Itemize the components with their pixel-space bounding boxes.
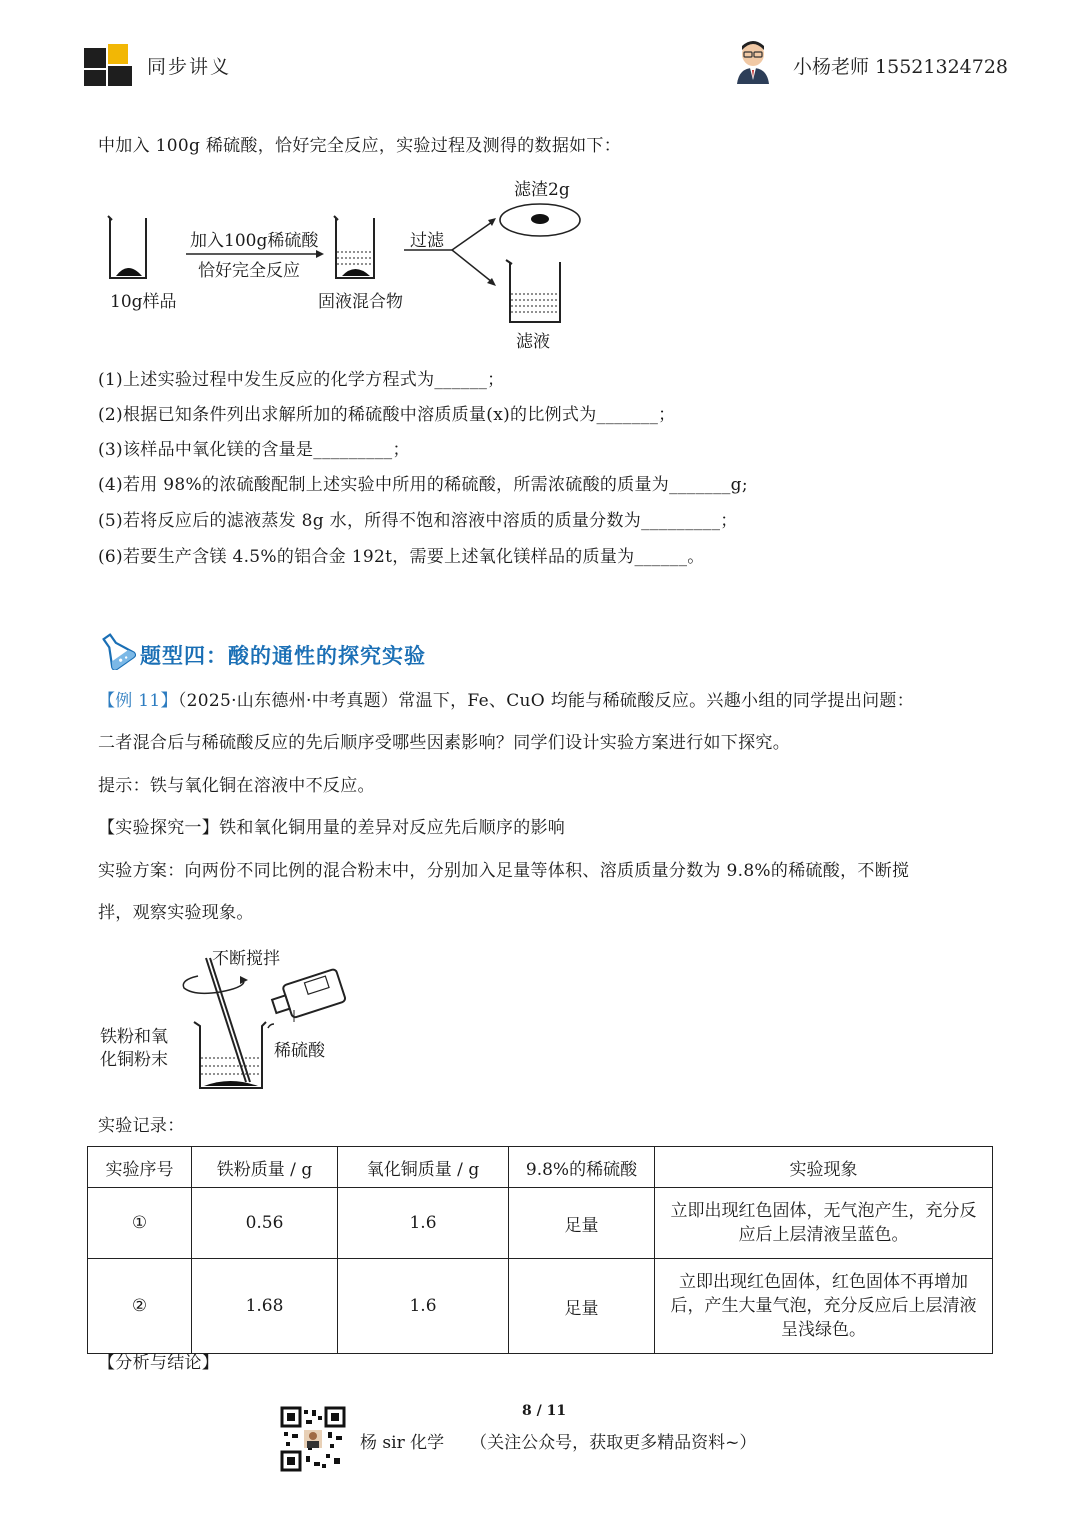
residue-dish-icon (500, 204, 580, 236)
page-number: 8 / 11 (522, 1403, 567, 1419)
table-header-cell: 氧化铜质量 / g (338, 1147, 509, 1188)
table-cell: 立即出现红色固体，红色固体不再增加后，产生大量气泡，充分反应后上层清液呈浅绿色。 (655, 1259, 993, 1354)
table-header-cell: 9.8%的稀硫酸 (509, 1147, 655, 1188)
example-label: 【例 11】 (98, 691, 178, 711)
footer-text (360, 1428, 756, 1453)
table-cell: 立即出现红色固体，无气泡产生，充分反应后上层清液呈蓝色。 (655, 1188, 993, 1259)
question-4: (4)若用 98%的浓硫酸配制上述实验中所用的稀硫酸，所需浓硫酸的质量为_______g; (98, 475, 748, 495)
table-header-cell: 实验现象 (655, 1147, 993, 1188)
example-line-2: 二者混合后与稀硫酸反应的先后顺序受哪些因素影响？同学们设计实验方案进行如下探究。 (98, 733, 790, 753)
acid-label: 稀硫酸 (274, 1041, 325, 1061)
table-row (88, 1188, 993, 1259)
question-6: (6)若要生产含镁 4.5%的铝合金 192t，需要上述氧化镁样品的质量为______。 (98, 547, 705, 567)
powder-label-2: 化铜粉末 (100, 1050, 168, 1070)
teacher-avatar-icon (733, 38, 773, 86)
step-bottom-label: 恰好完全反应 (198, 261, 300, 281)
filtrate-label: 滤液 (516, 332, 550, 352)
question-1: (1)上述实验过程中发生反应的化学方程式为______； (98, 370, 505, 390)
example-line-1-text: （2025·山东德州·中考真题）常温下，Fe、CuO 均能与稀硫酸反应。兴趣小组的同学提出问题： (177, 691, 915, 711)
hint-line: 提示：铁与氧化铜在溶液中不反应。 (98, 776, 375, 796)
intro-line: 中加入 100g 稀硫酸，恰好完全反应，实验过程及测得的数据如下： (98, 136, 622, 156)
acid-bottle-icon (269, 969, 346, 1023)
table-cell: ② (88, 1259, 192, 1354)
table-cell: 0.56 (192, 1188, 338, 1259)
footer-note: （关注公众号，获取更多精品资料~） (470, 1433, 757, 1453)
footer-brand: 杨 sir 化学 (360, 1433, 445, 1453)
analysis-title: 【分析与结论】 (98, 1353, 220, 1373)
step-top-label: 加入100g稀硫酸 (190, 231, 319, 251)
sample-beaker-icon (108, 216, 146, 278)
table-header-cell: 实验序号 (88, 1147, 192, 1188)
section-title: 题型四：酸的通性的探究实验 (140, 644, 426, 668)
table-cell: 足量 (509, 1188, 655, 1259)
experiment-record-table (87, 1146, 993, 1354)
question-5: (5)若将反应后的滤液蒸发 8g 水，所得不饱和溶液中溶质的质量分数为_________； (98, 511, 738, 531)
record-label: 实验记录： (98, 1116, 185, 1136)
table-cell: 1.68 (192, 1259, 338, 1354)
powder-label-1: 铁粉和氧 (100, 1027, 168, 1047)
question-3: (3)该样品中氧化镁的含量是_________； (98, 440, 410, 460)
table-cell: 1.6 (338, 1188, 509, 1259)
mixture-label: 固液混合物 (318, 292, 403, 312)
table-header-row (88, 1147, 993, 1188)
plan-line-1: 实验方案：向两份不同比例的混合粉末中，分别加入足量等体积、溶质质量分数为 9.8%的稀硫酸，不断搅 (98, 861, 910, 881)
mixture-beaker-icon (334, 216, 374, 278)
flask-icon (96, 630, 136, 670)
plan-line-2: 拌，观察实验现象。 (98, 903, 254, 923)
stir-label: 不断搅拌 (212, 949, 280, 969)
table-cell: 1.6 (338, 1259, 509, 1354)
experiment-1-title: 【实验探究一】铁和氧化铜用量的差异对反应先后顺序的影响 (98, 818, 566, 838)
residue-label: 滤渣2g (514, 180, 570, 200)
header-title: 同步讲义 (147, 56, 232, 78)
question-2: (2)根据已知条件列出求解所加的稀硫酸中溶质质量(x)的比例式为_______； (98, 405, 676, 425)
qr-code-icon (280, 1406, 346, 1472)
filtrate-beaker-icon (506, 260, 560, 322)
table-cell: ① (88, 1188, 192, 1259)
header-teacher: 小杨老师 15521324728 (793, 56, 1009, 78)
filter-label: 过滤 (410, 231, 444, 251)
table-cell: 足量 (509, 1259, 655, 1354)
table-header-cell: 铁粉质量 / g (192, 1147, 338, 1188)
table-row (88, 1259, 993, 1354)
sample-label: 10g样品 (110, 292, 177, 312)
example-line-1 (98, 689, 914, 713)
logo-icon (80, 40, 136, 88)
